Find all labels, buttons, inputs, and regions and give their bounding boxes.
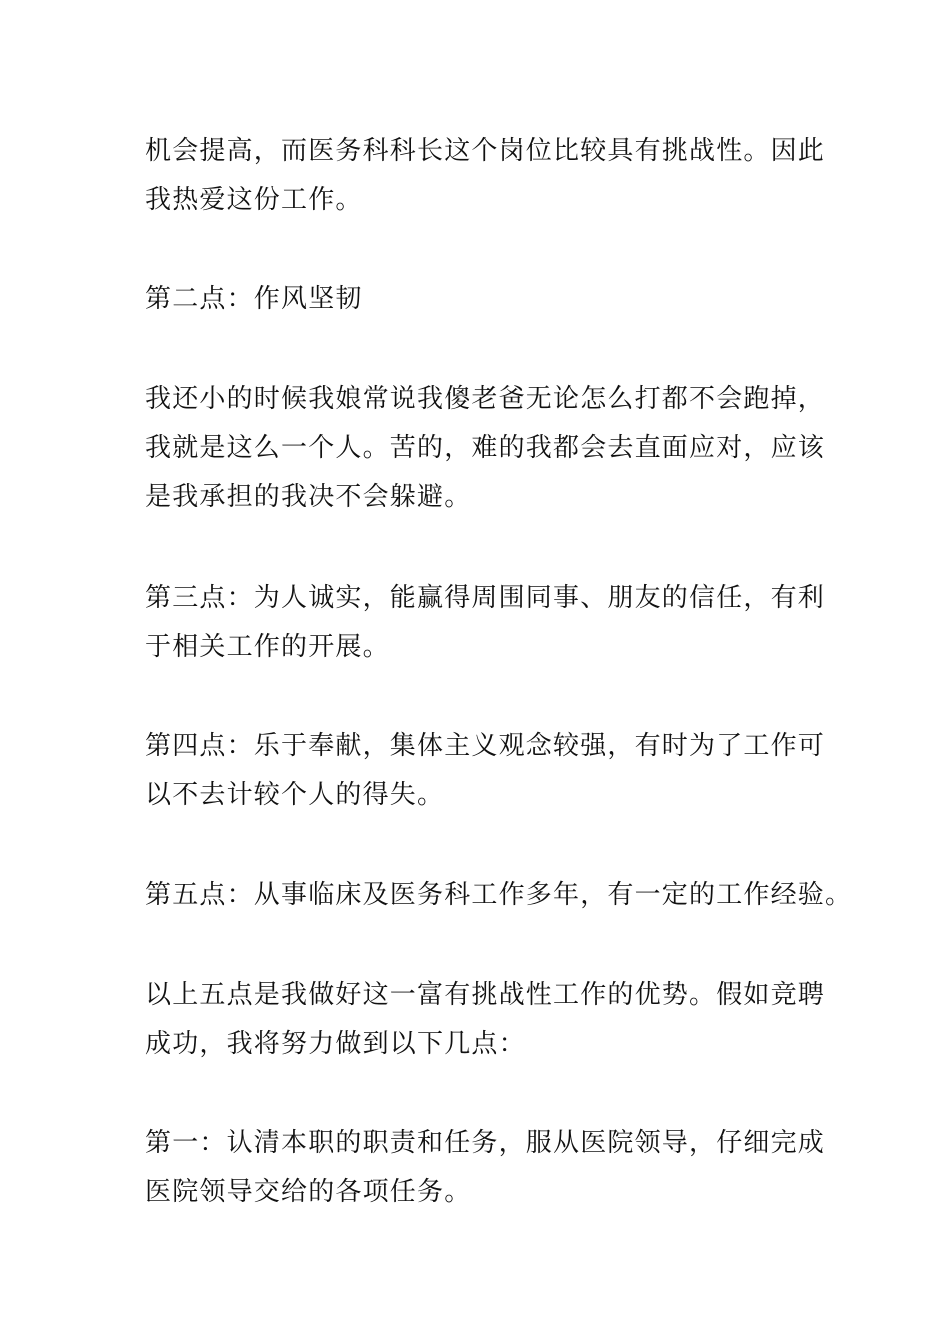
paragraph-point-three [145, 574, 826, 672]
text-line: 医院领导交给的各项任务。 [145, 1177, 472, 1207]
text-line: 以上五点是我做好这一富有挑战性工作的优势。假如竞聘 [145, 980, 826, 1010]
paragraph-point-two-body [145, 375, 826, 522]
text-line: 第五点：从事临床及医务科工作多年，有一定的工作经验。 [145, 880, 853, 910]
paragraph-point-five [145, 871, 853, 920]
text-line: 第一：认清本职的职责和任务，服从医院领导，仔细完成 [145, 1128, 826, 1158]
paragraph-point-four [145, 722, 826, 820]
paragraph-summary [145, 971, 826, 1069]
text-line: 于相关工作的开展。 [145, 632, 390, 662]
text-line: 成功，我将努力做到以下几点： [145, 1029, 526, 1059]
text-line: 我还小的时候我娘常说我傻老爸无论怎么打都不会跑掉， [145, 384, 826, 414]
text-line: 以不去计较个人的得失。 [145, 780, 445, 810]
text-line: 机会提高，而医务科科长这个岗位比较具有挑战性。因此 [145, 136, 826, 166]
text-line: 是我承担的我决不会躲避。 [145, 482, 472, 512]
text-line: 第三点：为人诚实，能赢得周围同事、朋友的信任，有利 [145, 583, 826, 613]
paragraph-plan-one [145, 1119, 826, 1217]
text-line: 我热爱这份工作。 [145, 185, 363, 215]
text-line: 我就是这么一个人。苦的，难的我都会去直面应对，应该 [145, 433, 826, 463]
paragraph-continuation [145, 127, 826, 225]
text-line: 第二点：作风坚韧 [145, 284, 363, 314]
paragraph-point-two-heading [145, 275, 815, 324]
text-line: 第四点：乐于奉献，集体主义观念较强，有时为了工作可 [145, 731, 826, 761]
